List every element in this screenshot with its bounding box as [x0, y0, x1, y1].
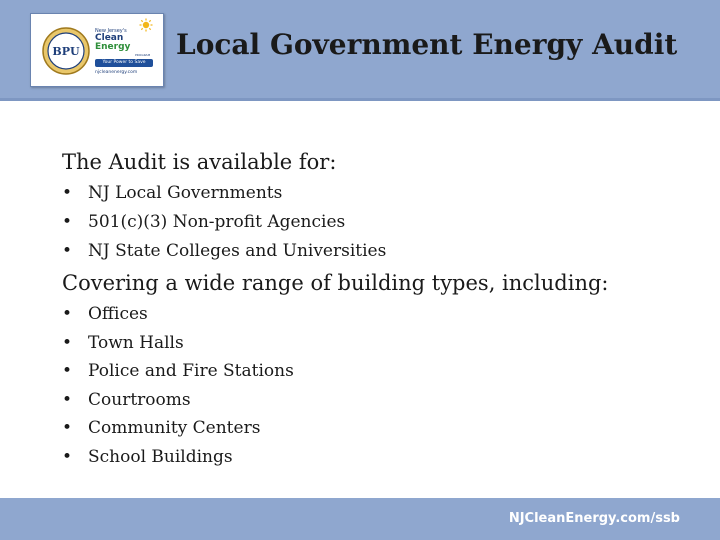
seal-text: BPU [52, 45, 80, 58]
bpu-seal-icon [42, 27, 90, 75]
sun-icon [139, 18, 153, 32]
heading-available-for: The Audit is available for: [62, 150, 337, 174]
list-item-text: Offices [88, 304, 148, 324]
header-band [0, 0, 720, 98]
slide-title: Local Government Energy Audit [176, 28, 678, 61]
brand-energy: Energy [95, 42, 131, 52]
program-logo [30, 13, 164, 87]
bullet: • [62, 212, 73, 232]
bullet: • [62, 332, 73, 353]
bullet: • [62, 418, 73, 438]
bullet: • [62, 241, 73, 261]
brand-line: New Jersey's [95, 28, 127, 34]
brand-clean: Clean [95, 33, 124, 43]
footer-url: NJCleanEnergy.com/ssb [508, 511, 680, 526]
brand-block [95, 20, 159, 80]
brand-program: PROGRAM [135, 53, 151, 57]
brand-tagline: Your Power to Save [95, 59, 153, 67]
bullet: • [62, 183, 73, 203]
heading-building-types: Covering a wide range of building types, including: [62, 271, 609, 295]
list-item-text: Courtrooms [88, 389, 191, 410]
bullet: • [62, 304, 73, 324]
brand-url: njcleanenergy.com [95, 70, 138, 75]
list-item-text: School Buildings [88, 446, 233, 467]
header-divider [0, 98, 720, 101]
list-item-text: Community Centers [88, 418, 261, 438]
bullet: • [62, 389, 73, 410]
bullet: • [62, 446, 73, 467]
list-item-text: NJ Local Governments [88, 183, 283, 203]
bullet: • [62, 361, 73, 381]
footer-band [0, 498, 720, 540]
list-item-text: 501(c)(3) Non-profit Agencies [88, 212, 346, 232]
list-item-text: Police and Fire Stations [88, 361, 294, 381]
list-item-text: NJ State Colleges and Universities [88, 241, 387, 261]
list-item-text: Town Halls [88, 332, 184, 353]
